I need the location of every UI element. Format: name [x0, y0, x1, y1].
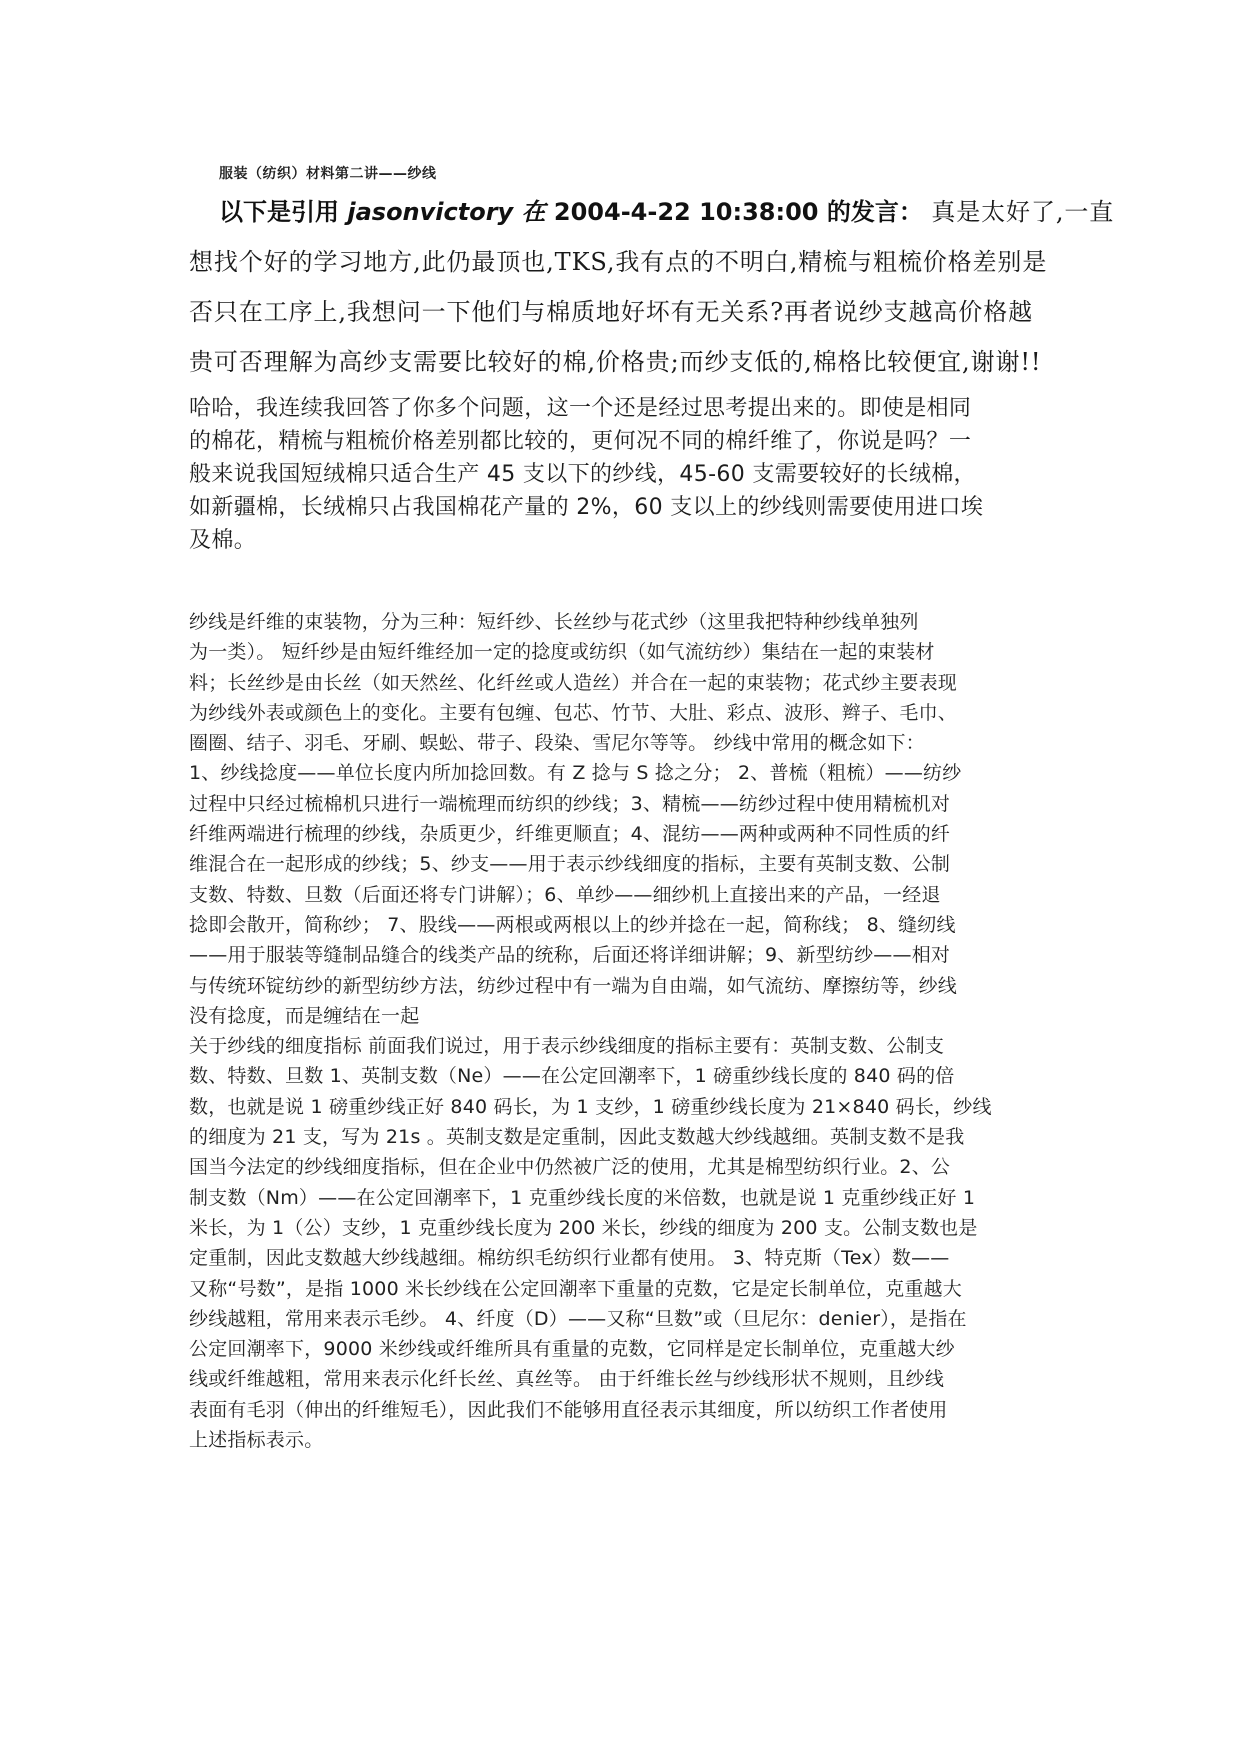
body-line: 又称“号数”，是指 1000 米长纱线在公定回潮率下重量的克数，它是定长制单位，克重越大	[189, 1277, 962, 1300]
body-line: 过程中只经过梳棉机只进行一端梳理而纺织的纱线；3、精梳——纺纱过程中使用精梳机对	[189, 792, 951, 815]
quote-suffix: 的发言：	[826, 198, 923, 226]
body-line: ——用于服装等缝制品缝合的线类产品的统称，后面还将详细讲解；9、新型纺纱——相对	[189, 944, 951, 967]
body-line: 线或纤维越粗，常用来表示化纤长丝、真丝等。 由于纤维长丝与纱线形状不规则，且纱线	[189, 1368, 945, 1391]
body-line: 圈圈、结子、羽毛、牙刷、蜈蚣、带子、段染、雪尼尔等等。 纱线中常用的概念如下：	[189, 732, 925, 755]
quote-line: 想找个好的学习地方,此仍最顶也,TKS,我有点的不明白,精梳与粗梳价格差别是	[189, 248, 1048, 276]
body-line: 为一类）。 短纤纱是由短纤维经加一定的捻度或纺织（如气流纺纱）集结在一起的束装材	[189, 641, 935, 664]
body-line: 纱线是纤维的束装物，分为三种：短纤纱、长丝纱与花式纱（这里我把特种纱线单独列	[189, 611, 919, 633]
body-line: 维混合在一起形成的纱线；5、纱支——用于表示纱线细度的指标，主要有英制支数、公制	[189, 853, 951, 876]
quote-line: 否只在工序上,我想问一下他们与棉质地好坏有无关系?再者说纱支越高价格越	[189, 298, 1033, 326]
body-line: 的细度为 21 支，写为 21s 。英制支数是定重制，因此支数越大纱线越细。英制支数不是我	[189, 1126, 965, 1149]
quote-header	[219, 198, 923, 226]
body-line: 国当今法定的纱线细度指标，但在企业中仍然被广泛的使用，尤其是棉型纺织行业。2、公	[189, 1156, 951, 1179]
body-line: 纤维两端进行梳理的纱线，杂质更少，纤维更顺直；4、混纺——两种或两种不同性质的纤	[189, 823, 951, 846]
body-line: 为纱线外表或颜色上的变化。主要有包缠、包芯、竹节、大肚、彩点、波形、辫子、毛巾、	[189, 701, 958, 724]
article-body	[189, 607, 1069, 1455]
quote-username: jasonvictory	[347, 198, 514, 226]
reply-line: 哈哈，我连续我回答了你多个问题，这一个还是经过思考提出来的。即使是相同	[189, 396, 972, 421]
body-line: 数、特数、旦数 1、英制支数（Ne）——在公定回潮率下，1 磅重纱线长度的 840 码的倍	[189, 1065, 955, 1088]
reply-line: 及棉。	[189, 528, 257, 553]
reply-line: 的棉花，精梳与粗梳价格差别都比较的，更何况不同的棉纤维了，你说是吗？一	[189, 429, 972, 454]
body-line: 表面有毛羽（伸出的纤维短毛），因此我们不能够用直径表示其细度，所以纺织工作者使用	[189, 1398, 948, 1421]
reply-line: 如新疆棉，长绒棉只占我国棉花产量的 2%，60 支以上的纱线则需要使用进口埃	[189, 495, 984, 520]
quote-date: 2004-4-22 10:38:00	[553, 198, 819, 226]
quote-text-start: 真是太好了,一直	[922, 198, 1115, 226]
body-line: 米长，为 1（公）支纱，1 克重纱线长度为 200 米长，纱线的细度为 200 支。公制支数也是	[189, 1216, 978, 1239]
quoted-post	[189, 198, 1115, 400]
body-line: 支数、特数、旦数（后面还将专门讲解）；6、单纱——细纱机上直接出来的产品，一经退	[189, 883, 941, 906]
body-line: 1、纱线捻度——单位长度内所加捻回数。有 Z 捻与 S 捻之分； 2、普梳（粗梳）——纺纱	[189, 762, 962, 785]
body-line: 数，也就是说 1 磅重纱线正好 840 码长，为 1 支纱，1 磅重纱线长度为 21×840 码长，纱线	[189, 1095, 992, 1118]
body-line: 没有捻度，而是缠结在一起	[189, 1004, 420, 1027]
body-line: 与传统环锭纺纱的新型纺纱方法，纺纱过程中有一端为自由端，如气流纺、摩擦纺等，纱线	[189, 974, 958, 997]
reply-line: 般来说我国短绒棉只适合生产 45 支以下的纱线，45-60 支需要较好的长绒棉，	[189, 462, 976, 487]
body-line: 定重制，因此支数越大纱线越细。棉纺织毛纺织行业都有使用。 3、特克斯（Tex）数——	[189, 1247, 950, 1270]
quote-in: 在	[521, 198, 546, 226]
quote-line: 贵可否理解为高纱支需要比较好的棉,价格贵;而纱支低的,棉格比较便宜,谢谢!!	[189, 348, 1042, 376]
body-line: 上述指标表示。	[189, 1429, 324, 1452]
body-line: 纱线越粗，常用来表示毛纱。 4、纤度（D）——又称“旦数”或（旦尼尔：denier），是指在	[189, 1307, 967, 1330]
body-line: 料；长丝纱是由长丝（如天然丝、化纤丝或人造丝）并合在一起的束装物；花式纱主要表现	[189, 671, 958, 694]
reply-paragraph	[189, 392, 1065, 557]
body-line: 制支数（Nm）——在公定回潮率下，1 克重纱线长度的米倍数，也就是说 1 克重纱线正好 1	[189, 1186, 976, 1209]
body-line: 捻即会散开，简称纱； 7、股线——两根或两根以上的纱并捻在一起，简称线； 8、缝纫线	[189, 913, 956, 936]
body-line: 关于纱线的细度指标 前面我们说过，用于表示纱线细度的指标主要有：英制支数、公制支	[189, 1035, 945, 1058]
quote-prefix: 以下是引用	[219, 198, 339, 226]
document-title: 服装（纺织）材料第二讲——纱线	[219, 166, 437, 182]
quote-line	[189, 198, 1115, 226]
body-line: 公定回潮率下，9000 米纱线或纤维所具有重量的克数，它同样是定长制单位，克重越大纱	[189, 1338, 955, 1361]
